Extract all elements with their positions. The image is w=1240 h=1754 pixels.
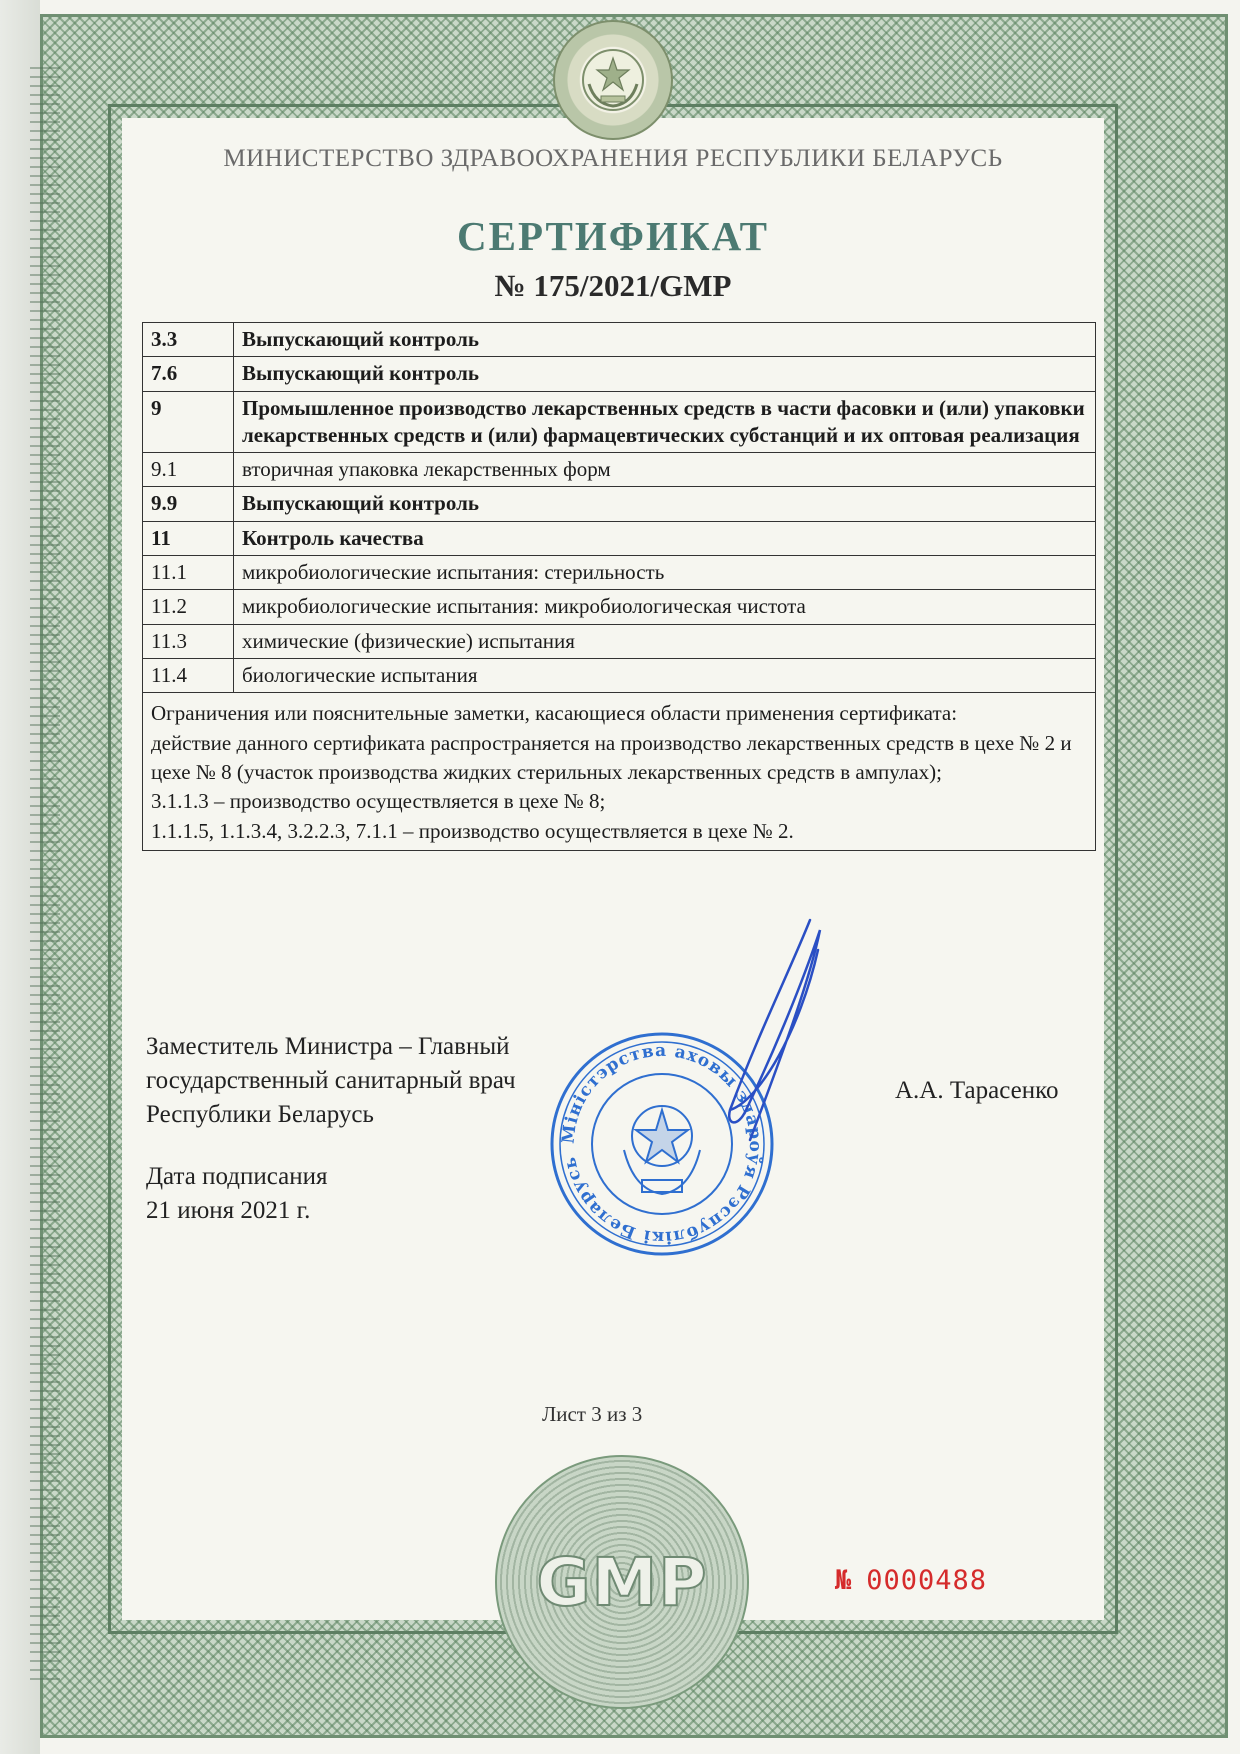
row-text: Выпускающий контроль xyxy=(234,323,1096,357)
table-row xyxy=(143,590,1096,624)
gmp-seal-icon xyxy=(495,1455,749,1709)
serial-value: 0000488 xyxy=(866,1565,988,1596)
stamp-emblem-icon xyxy=(624,1106,700,1194)
table-row xyxy=(143,453,1096,487)
table-row xyxy=(143,658,1096,692)
signing-date xyxy=(146,1160,327,1228)
note-item: 1.1.1.5, 1.1.3.4, 3.2.2.3, 7.1.1 – производство осуществляется в цехе № 2. xyxy=(151,818,794,843)
row-text: Промышленное производство лекарственных средств в части фасовки и (или) упаковки лекарственных средств и (или) фармацевтических субстанций и их оптовая реализация xyxy=(234,391,1096,453)
table-row xyxy=(143,391,1096,453)
signer-position-line: Республики Беларусь xyxy=(146,1101,374,1128)
row-code: 9 xyxy=(143,391,234,453)
table-row xyxy=(143,323,1096,357)
ministry-name: МИНИСТЕРСТВО ЗДРАВООХРАНЕНИЯ РЕСПУБЛИКИ БЕЛАРУСЬ xyxy=(223,145,1003,172)
table-row xyxy=(143,357,1096,391)
certificate-title: СЕРТИФИКАТ xyxy=(457,213,769,259)
note-item: 3.1.1.3 – производство осуществляется в цехе № 8; xyxy=(151,789,606,814)
row-code: 7.6 xyxy=(143,357,234,391)
gmp-label: GMP xyxy=(536,1543,708,1621)
row-code: 9.9 xyxy=(143,487,234,521)
row-text: микробиологические испытания: стерильность xyxy=(234,556,1096,590)
row-code: 11.3 xyxy=(143,624,234,658)
row-code: 9.1 xyxy=(143,453,234,487)
serial-number xyxy=(835,1565,987,1596)
row-code: 11.4 xyxy=(143,658,234,692)
row-text: Контроль качества xyxy=(234,521,1096,555)
signer-name: А.А. Тарасенко xyxy=(895,1077,1059,1104)
state-emblem-icon xyxy=(553,20,673,140)
signing-date-value: 21 июня 2021 г. xyxy=(146,1197,311,1224)
stamp-text: Міністэрства аховы здароўя Рэспублікі Беларусь xyxy=(558,1040,766,1248)
certificate-number: № 175/2021/GMP xyxy=(494,268,732,303)
emblem-graphic xyxy=(573,40,653,120)
serial-prefix: № xyxy=(835,1565,853,1596)
row-code: 11.1 xyxy=(143,556,234,590)
table-row xyxy=(143,624,1096,658)
handwritten-signature xyxy=(690,910,840,1160)
row-code: 3.3 xyxy=(143,323,234,357)
signer-position-line: Заместитель Министра – Главный xyxy=(146,1033,510,1060)
notes-cell xyxy=(143,693,1096,851)
scope-table xyxy=(142,322,1096,851)
row-text: химические (физические) испытания xyxy=(234,624,1096,658)
row-code: 11 xyxy=(143,521,234,555)
table-row xyxy=(143,521,1096,555)
table-row xyxy=(143,487,1096,521)
signer-position-line: государственный санитарный врач xyxy=(146,1067,516,1094)
table-row xyxy=(143,556,1096,590)
signing-date-label: Дата подписания xyxy=(146,1163,328,1190)
notes-heading: Ограничения или пояснительные заметки, касающиеся области применения сертификата: xyxy=(151,701,958,726)
row-text: вторичная упаковка лекарственных форм xyxy=(234,453,1096,487)
signer-position xyxy=(146,1030,516,1132)
row-text: биологические испытания xyxy=(234,658,1096,692)
row-text: микробиологические испытания: микробиологическая чистота xyxy=(234,590,1096,624)
note-item: действие данного сертификата распространяется на производство лекарственных средств в цехе № 2 и цехе № 8 (участок производства жидких стерильных лекарственных средств в ампулах); xyxy=(151,730,1072,785)
binding-stitch xyxy=(30,60,60,1680)
notes-row xyxy=(143,693,1096,851)
row-code: 11.2 xyxy=(143,590,234,624)
page-number: Лист 3 из 3 xyxy=(542,1402,643,1426)
row-text: Выпускающий контроль xyxy=(234,487,1096,521)
row-text: Выпускающий контроль xyxy=(234,357,1096,391)
